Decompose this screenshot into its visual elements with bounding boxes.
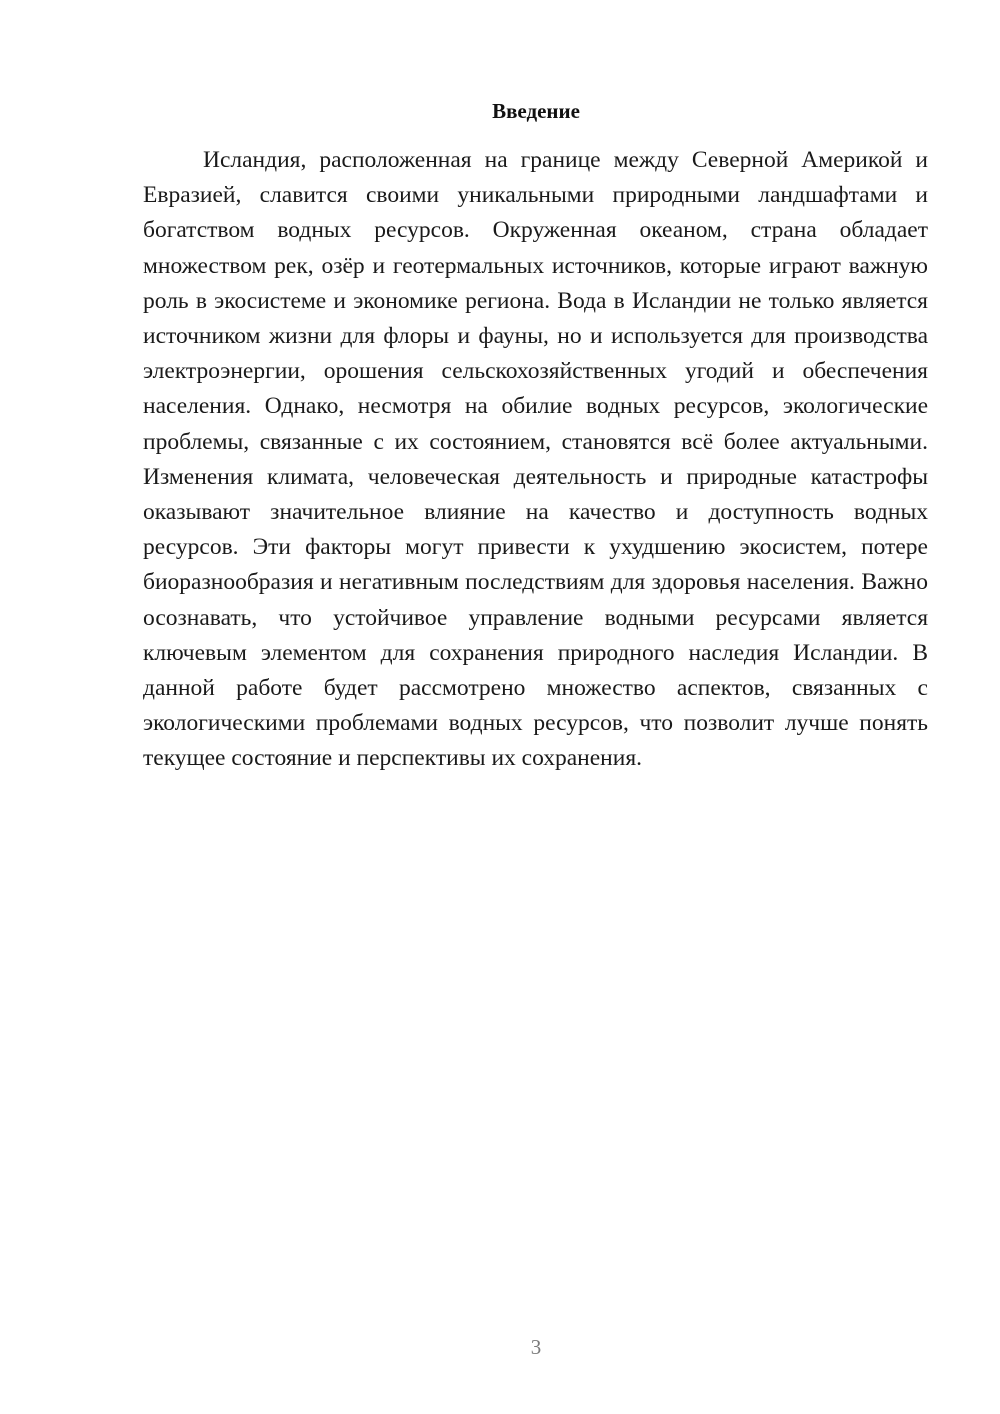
introduction-paragraph: Исландия, расположенная на границе между Северной Америкой и Евразией, славится своими уникальными природными ландшафтами и богатством водных ресурсов. Окруженная океаном, страна обладает множеством рек, озёр и геотермальных источников, которые играют важную роль в экосистеме и экономике региона. Вода в Исландии не только является источником жизни для флоры и фауны, но и используется для производства электроэнергии, орошения сельскохозяйственных угодий и обеспечения населения. Однако, несмотря на обилие водных ресурсов, экологические проблемы, связанные с их состоянием, становятся всё более актуальными. Изменения климата, человеческая деятельность и природные катастрофы оказывают значительное влияние на качество и доступность водных ресурсов. Эти факторы могут привести к ухудшению экосистем, потере биоразнообразия и негативным последствиям для здоровья населения. Важно осознавать, что устойчивое управление водными ресурсами является ключевым элементом для сохранения природного наследия Исландии. В данной работе будет рассмотрено множество аспектов, связанных с экологическими проблемами водных ресурсов, что позволит лучше понять текущее состояние и перспективы их сохранения.	[143, 147, 928, 772]
page-number: 3	[530, 1335, 542, 1359]
section-heading: Введение	[492, 99, 580, 123]
